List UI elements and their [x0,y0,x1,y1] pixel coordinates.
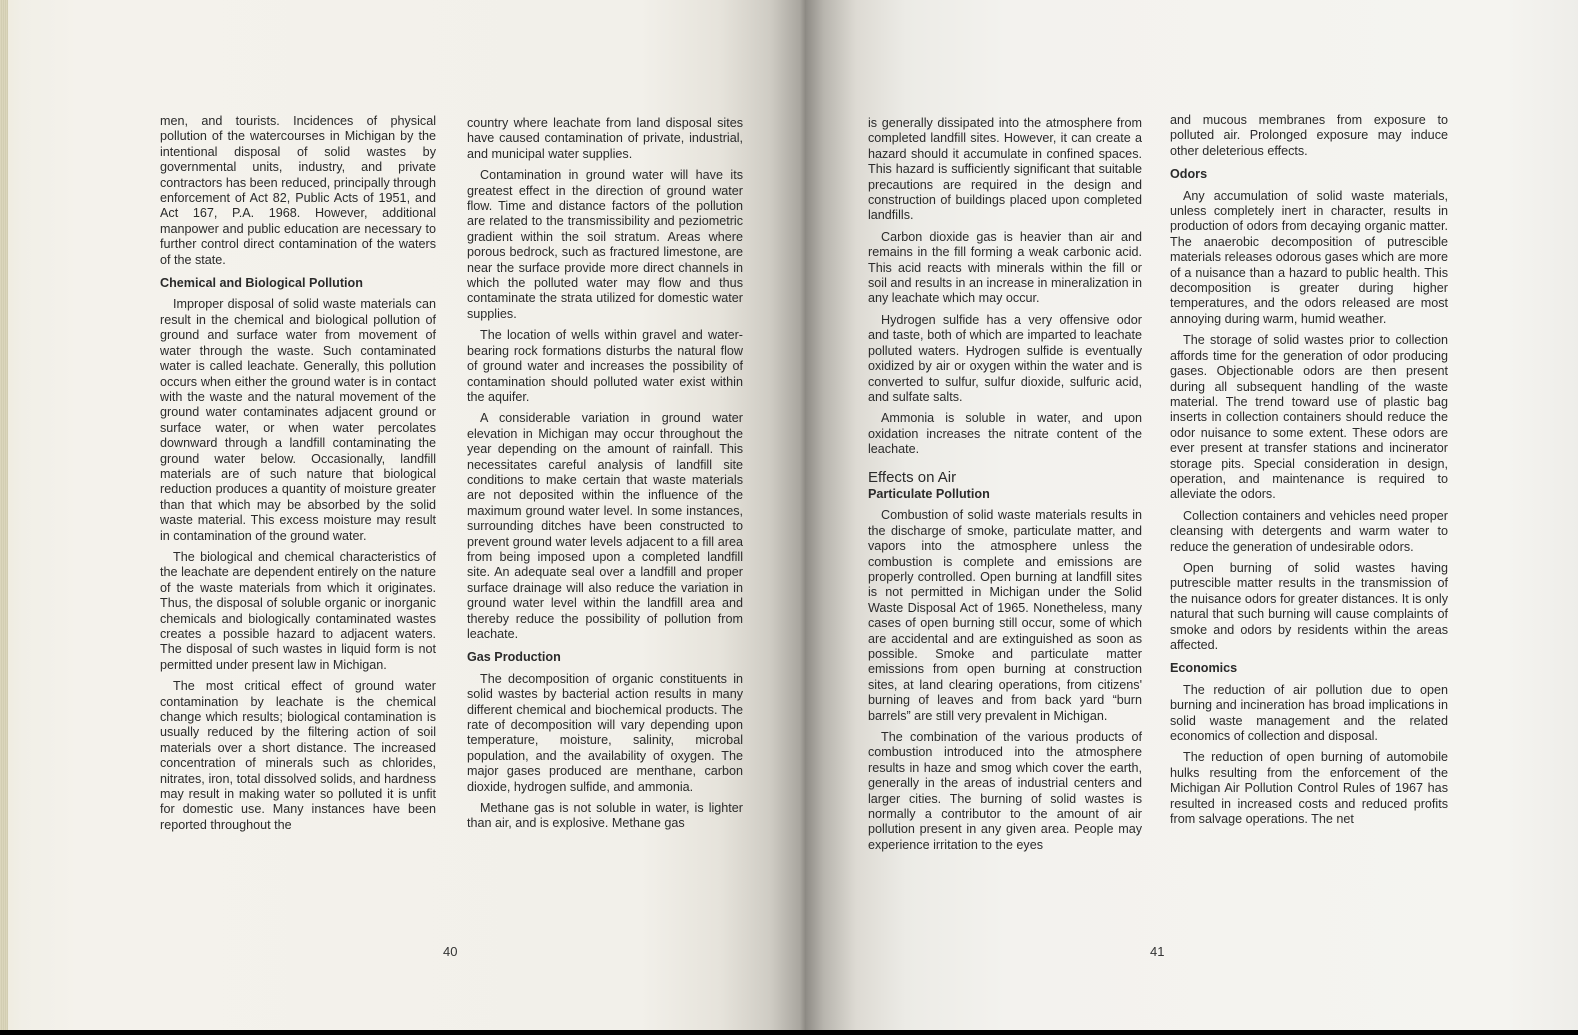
paragraph: The biological and chemical characteristics of the leachate are dependent entirely on the nature of the waste materials from which it originates. Thus, the disposal of soluble organic or inorganic chemicals and biologically contaminated wastes creates a possible hazard to adjacent waters. The disposal of such wastes in liquid form is not permitted under present law in Michigan. [160,549,436,672]
page-number: 40 [443,944,458,959]
section-heading: Particulate Pollution [868,486,990,501]
section-heading: Odors [1170,167,1208,182]
section-heading: Economics [1170,661,1238,676]
paragraph: men, and tourists. Incidences of physical pollution of the watercourses in Michigan by the intentional disposal of solid wastes by governmental units, industry, and private contractors has been reduced, principally through enforcement of Act 82, Public Acts of 1951, and Act 167, P.A. 1968. However, additional manpower and public education are necessary to further control direct contamination of the waters of the state. [160,114,436,267]
left-page-column-2 [467,116,743,838]
paragraph: Improper disposal of solid waste materials can result in the chemical and biological pollution of ground and surface water from movement of water through the waste. Such contaminated water is called leachate. Generally, this pollution occurs when either the ground water is in contact with the waste and the natural movement of the ground water contaminates adjacent ground or surface water, or when water percolates downward through a landfill contaminating the ground water below. Occasionally, landfill materials are of such nature that biological reduction produces a quantity of moisture greater than that which may be absorbed by the solid waste material. This excess moisture may result in contamination of the ground water. [160,297,436,543]
paragraph: The storage of solid wastes prior to collection affords time for the generation of odor producing gases. Objectionable odors are then present during all subsequent handling of the waste material. The trend toward use of plastic bag inserts in collection containers should reduce the odor nuisance to some extent. These odors are ever present at transfer stations and incinerator storage pits. Special consideration in design, operation, and maintenance is required to alleviate the odors. [1170,333,1448,502]
paragraph: The location of wells within gravel and water-bearing rock formations disturbs the natural flow of ground water and increases the possibility of contamination should polluted water exist within the aquifer. [467,328,743,404]
paragraph: A considerable variation in ground water elevation in Michigan may occur throughout the year depending on the amount of rainfall. This necessitates careful analysis of landfill site conditions to make certain that waste materials are not deposited within the influence of the maximum ground water level. In some instances, surrounding ditches have been constructed to prevent ground water levels adjacent to a fill area from being imposed upon a completed landfill site. An adequate seal over a landfill and proper surface drainage will also reduce the variation in ground water level within the landfill area and thereby reduce the possibility of pollution from leachate. [467,411,743,641]
paragraph: Ammonia is soluble in water, and upon oxidation increases the nitrate content of the leachate. [868,411,1142,457]
paragraph: The reduction of open burning of automobile hulks resulting from the enforcement of the Michigan Air Pollution Control Rules of 1967 has resulted in increased costs and reduced profits from salvage operations. The net [1170,750,1448,827]
paragraph: Open burning of solid wastes having putrescible matter results in the transmission of the nuisance odors for greater distances. It is only natural that such burning will cause complaints of smoke and odors by residents within the areas affected. [1170,560,1448,652]
paragraph: Methane gas is not soluble in water, is lighter than air, and is explosive. Methane gas [467,801,743,831]
paragraph: country where leachate from land disposal sites have caused contamination of private, industrial, and municipal water supplies. [467,116,743,161]
paragraph: Collection containers and vehicles need proper cleansing with detergents and warm water to reduce the generation of undesirable odors. [1170,508,1448,554]
paragraph: Combustion of solid waste materials results in the discharge of smoke, particulate matter, and vapors into the atmosphere unless the combustion is complete and emissions are properly controlled. Open burning at landfill sites is not permitted in Michigan under the Solid Waste Disposal Act of 1965. Nonetheless, many cases of open burning still occur, some of which are accidental and are extinguished as soon as possible. Smoke and particulate matter emissions from open burning at construction sites, at land clearing operations, from citizens' burning of leaves and from back yard “burn barrels” are still very prevalent in Michigan. [868,508,1142,723]
paragraph: The decomposition of organic constituents in solid wastes by bacterial action results in many different chemical and biochemical products. The rate of decomposition will vary depending upon temperature, moisture, salinity, microbal population, and the availability of oxygen. The major gases produced are menthane, carbon dioxide, hydrogen sulfide, and ammonia. [467,671,743,794]
paragraph: Any accumulation of solid waste materials, unless completely inert in character, results in production of odors from decaying organic matter. The anaerobic decomposition of putrescible materials releases odorous gases which are more of a nuisance than a hazard to public health. This decomposition is greater during higher temperatures, and the odors released are most annoying during warm, humid weather. [1170,188,1448,326]
paragraph: The reduction of air pollution due to open burning and incineration has broad implications in solid waste management and the related economics of collection and disposal. [1170,682,1448,744]
section-title: Effects on Air [868,468,957,486]
paragraph: is generally dissipated into the atmosphere from completed landfill sites. However, it can create a hazard should it accumulate in confined spaces. This hazard is sufficiently significant that suitable precautions are required in the design and construction of buildings placed upon completed landfills. [868,116,1142,223]
right-page-column-2 [1170,113,1448,833]
left-page-column-1 [160,114,436,839]
paragraph: Hydrogen sulfide has a very offensive odor and taste, both of which are imparted to leachate polluted waters. Hydrogen sulfide is eventually oxidized by air or oxygen within the water and is converted to sulfur, sulfur dioxide, sulfuric acid, and sulfate salts. [868,312,1142,404]
right-page [806,0,1578,1030]
section-heading: Chemical and Biological Pollution [160,276,363,291]
section-heading: Gas Production [467,650,561,665]
right-page-column-1 [868,116,1142,859]
paragraph: The combination of the various products of combustion introduced into the atmosphere results in haze and smog which cover the earth, generally in the areas of industrial centers and larger cities. The burning of solid wastes is normally a contributor to the amount of air pollution present in any given area. People may experience irritation to the eyes [868,730,1142,852]
paragraph: The most critical effect of ground water contamination by leachate is the chemical change which results; biological contamination is usually reduced by the filtering action of soil materials over a short distance. The increased concentration of minerals such as chlorides, nitrates, iron, total dissolved solids, and hardness may result in making water so polluted it is unfit for domestic use. Many instances have been reported throughout the [160,679,436,832]
page-edges [0,0,8,1030]
page-number: 41 [1150,944,1165,959]
paragraph: and mucous membranes from exposure to polluted air. Prolonged exposure may induce other deleterious effects. [1170,113,1448,158]
paragraph: Contamination in ground water will have its greatest effect in the direction of ground water flow. Time and distance factors of the pollution are related to the transmissibility and peziometric gradient within the soil stratum. Areas where porous bedrock, such as fractured limestone, are near the surface provide more direct channels in which the polluted water may flow and thus contaminate the strata utilized for domestic water supplies. [467,168,743,321]
paragraph: Carbon dioxide gas is heavier than air and remains in the fill forming a weak carbonic acid. This acid reacts with minerals within the fill or soil and results in an increase in mineralization in any leachate which may occur. [868,229,1142,306]
